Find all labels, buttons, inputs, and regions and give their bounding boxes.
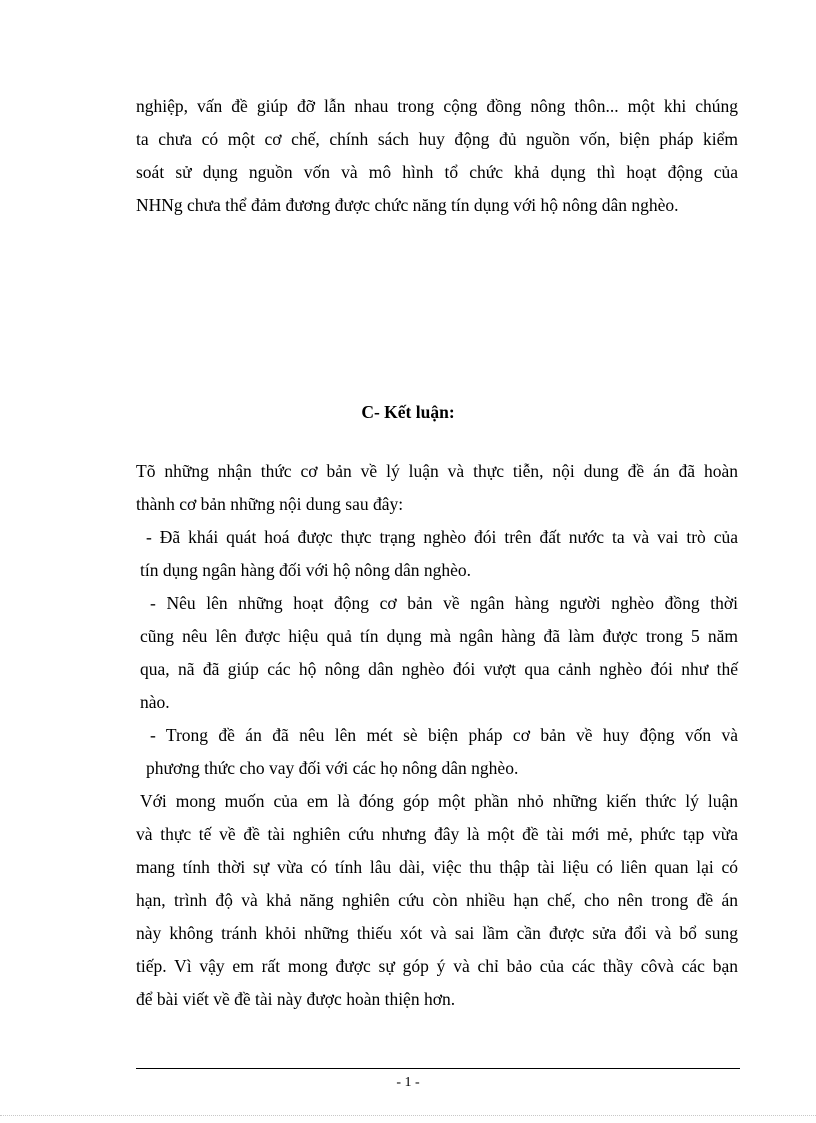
conclusion-line-2: thành cơ bản những nội dung sau đây:: [136, 494, 404, 514]
conclusion-line-7: qua, nã đã giúp các hộ nông dân nghèo đói vượt qua cảnh nghèo đói như thế: [140, 659, 738, 679]
intro-line-4: NHNg chưa thể đảm đương được chức năng tín dụng với hộ nông dân nghèo.: [136, 195, 679, 215]
conclusion-line-15: này không tránh khỏi những thiếu xót và sai lầm cần được sửa đổi và bổ sung: [136, 923, 738, 943]
conclusion-line-1: Tõ những nhận thức cơ bản về lý luận và thực tiễn, nội dung đề án đã hoàn: [136, 461, 738, 481]
page-edge: [0, 1115, 816, 1116]
conclusion-line-16: tiếp. Vì vậy em rất mong được sự góp ý và chỉ bảo của các thầy côvà các bạn: [136, 956, 738, 976]
conclusion-bullet-2: - Nêu lên những hoạt động cơ bản về ngân hàng người nghèo đồng thời: [150, 593, 738, 613]
conclusion-line-6: cũng nêu lên được hiệu quả tín dụng mà ngân hàng đã làm được trong 5 năm: [140, 626, 738, 646]
conclusion-line-12: và thực tế về đề tài nghiên cứu nhưng đây là một đề tài mới mẻ, phức tạp vừa: [136, 824, 738, 844]
footer-divider: [136, 1068, 740, 1069]
page-number: - 1 -: [396, 1075, 420, 1090]
conclusion-line-17: để bài viết về đề tài này được hoàn thiện hơn.: [136, 989, 456, 1009]
conclusion-line-4: tín dụng ngân hàng đối với hộ nông dân nghèo.: [140, 560, 472, 580]
conclusion-line-14: hạn, trình độ và khả năng nghiên cứu còn nhiều hạn chế, cho nên trong đề án: [136, 890, 738, 910]
intro-line-1: nghiệp, vấn đề giúp đỡ lẫn nhau trong cộng đồng nông thôn... một khi chúng: [136, 96, 738, 116]
intro-line-2: ta chưa có một cơ chế, chính sách huy động đủ nguồn vốn, biện pháp kiểm: [136, 129, 738, 149]
conclusion-line-10: phương thức cho vay đối với các họ nông dân nghèo.: [146, 758, 519, 778]
conclusion-bullet-3: - Trong đề án đã nêu lên mét sè biện pháp cơ bản về huy động vốn và: [150, 725, 738, 745]
conclusion-line-8: nào.: [140, 692, 170, 712]
section-heading: C- Kết luận:: [361, 402, 455, 422]
conclusion-line-13: mang tính thời sự vừa có tính lâu dài, việc thu thập tài liệu có liên quan lại có: [136, 857, 738, 877]
conclusion-bullet-1: - Đã khái quát hoá được thực trạng nghèo đói trên đất nước ta và vai trò của: [146, 527, 738, 547]
conclusion-line-11: Với mong muốn của em là đóng góp một phần nhỏ những kiến thức lý luận: [140, 791, 738, 811]
intro-line-3: soát sử dụng nguồn vốn và mô hình tổ chức khả dụng thì hoạt động của: [136, 162, 738, 182]
